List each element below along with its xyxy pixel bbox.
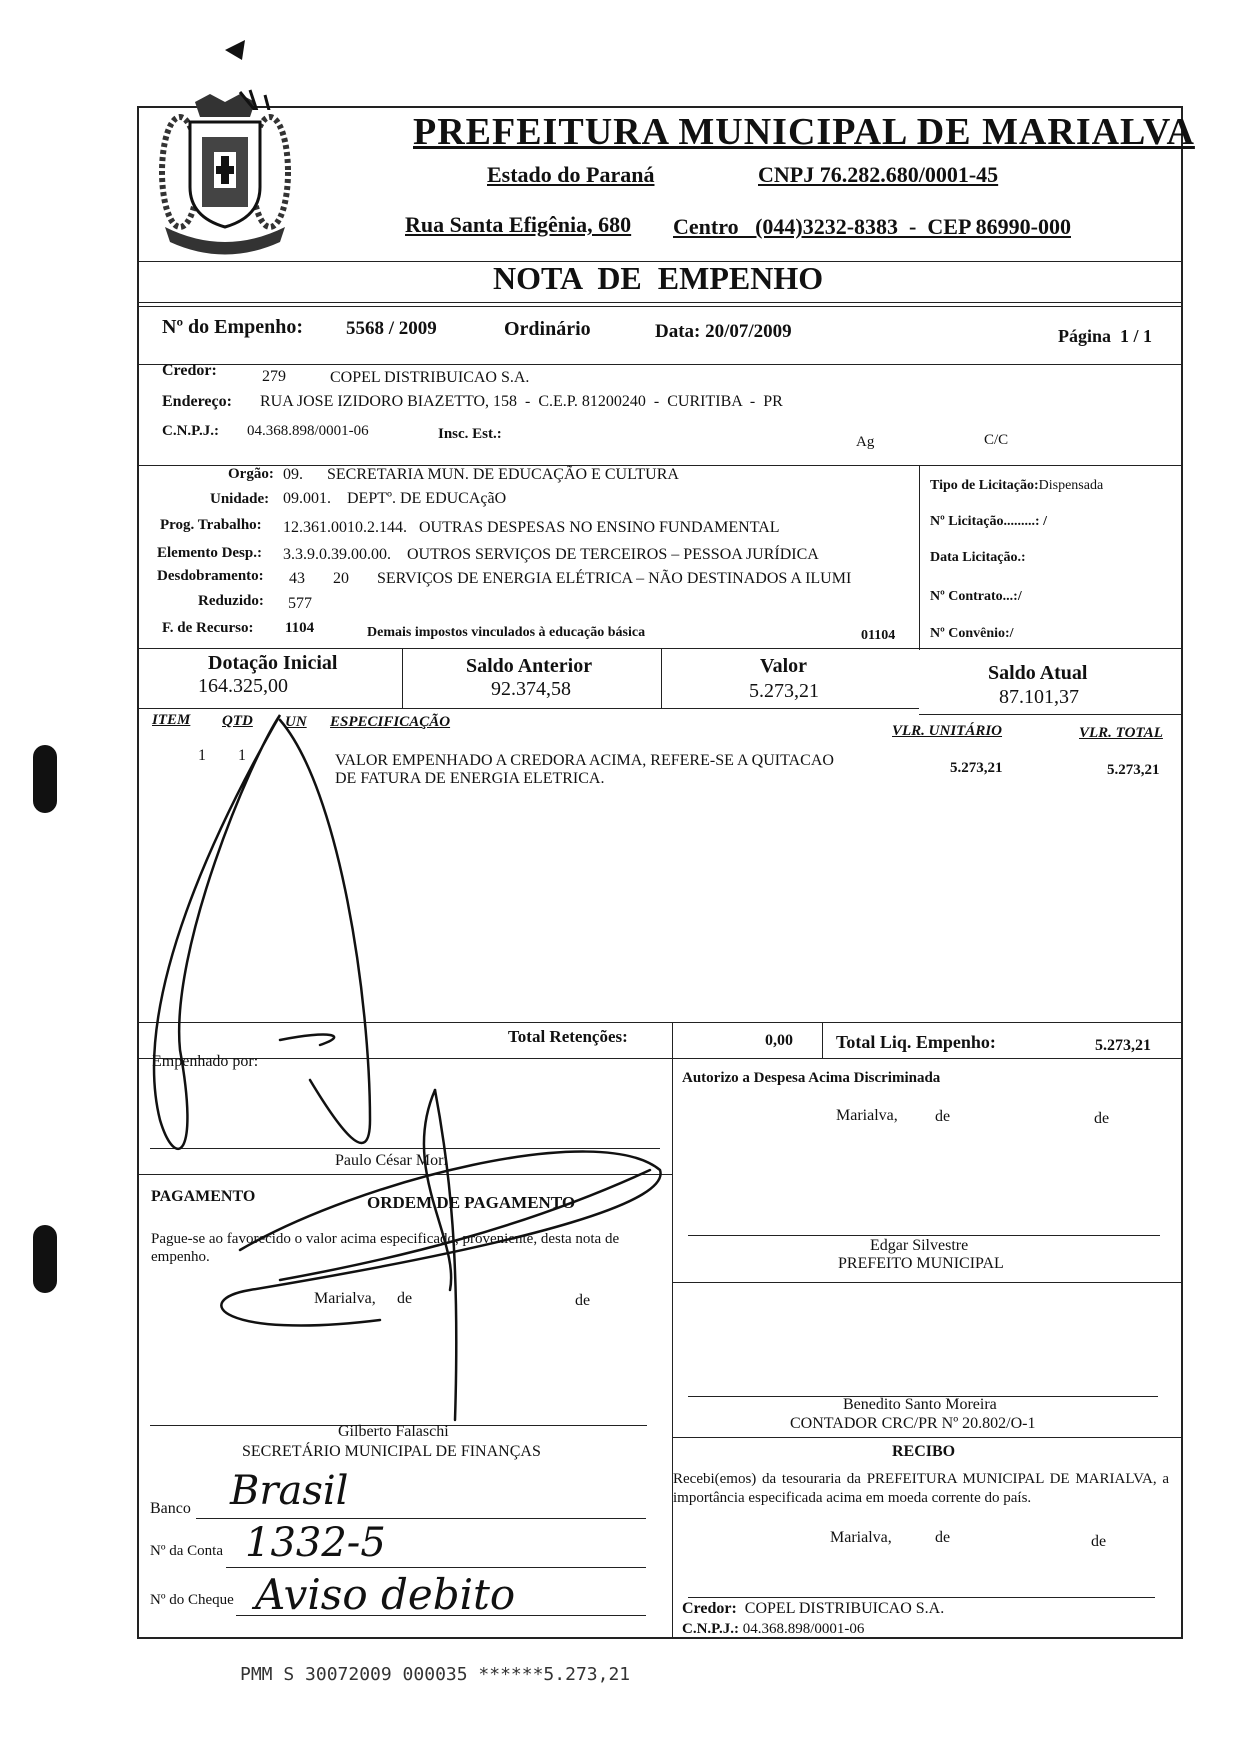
liq-empenho-value: 5.273,21 (1095, 1037, 1151, 1054)
punch-hole-bottom (33, 1225, 57, 1293)
saldo-atual-value: 87.101,37 (999, 686, 1079, 708)
ag-label: Ag (856, 434, 875, 450)
cheque-label: Nº do Cheque (150, 1592, 234, 1608)
num-licitacao: Nº Licitação.........: / (930, 514, 1047, 529)
orgao-label: Orgão: (228, 466, 274, 482)
retencoes-label: Total Retenções: (508, 1027, 628, 1046)
contador-title: CONTADOR CRC/PR Nº 20.802/O-1 (790, 1415, 1036, 1432)
num-contrato: Nº Contrato...:/ (930, 589, 1022, 604)
empenhado-label: Empenhado por: (152, 1053, 259, 1070)
page-title: PREFEITURA MUNICIPAL DE MARIALVA (413, 111, 1195, 153)
signature-scribble (130, 700, 690, 1480)
state-label: Estado do Paraná (487, 162, 655, 187)
cnpj-header: CNPJ 76.282.680/0001-45 (758, 162, 999, 187)
recibo-de-2: de (1091, 1533, 1107, 1550)
address-street: Rua Santa Efigênia, 680 (405, 212, 632, 237)
scan-mark (160, 30, 360, 110)
pagamento-de-2: de (575, 1292, 591, 1309)
recibo-text: Recebi(emos) da tesouraria da PREFEITURA MUNICIPAL DE MARIALVA, a importância especificada acima em moeda corrente do país. (673, 1471, 1169, 1506)
col-qtd: QTD (222, 713, 253, 729)
prog-value: 12.361.0010.2.144. OUTRAS DESPESAS NO ENSINO FUNDAMENTAL (283, 519, 780, 536)
banco-value: Brasil (230, 1468, 349, 1514)
col-un: UN (285, 714, 307, 730)
recurso-desc: Demais impostos vinculados à educação básica (367, 625, 646, 640)
item-number: 1 (198, 747, 206, 764)
reduzido-value: 577 (288, 595, 312, 612)
elemento-value: 3.3.9.0.39.00.00. OUTROS SERVIÇOS DE TERCEIROS – PESSOA JURÍDICA (283, 546, 819, 563)
unidade-label: Unidade: (210, 491, 270, 507)
valor-label: Valor (760, 655, 808, 677)
prefeito-name: Edgar Silvestre (870, 1237, 969, 1254)
insc-est-label: Insc. Est.: (438, 426, 502, 442)
empenho-number: 5568 / 2009 (346, 318, 437, 339)
ordem-pagamento-label: ORDEM DE PAGAMENTO (367, 1193, 576, 1212)
item-total-value: 5.273,21 (1107, 762, 1160, 778)
secretario-title: SECRETÁRIO MUNICIPAL DE FINANÇAS (242, 1443, 541, 1460)
prog-label: Prog. Trabalho: (160, 517, 262, 533)
recurso-code: 1104 (285, 620, 315, 636)
pagamento-de-1: de (397, 1290, 413, 1307)
tipo-licitacao-value: Dispensada (1038, 478, 1104, 493)
empenho-type: Ordinário (504, 318, 591, 340)
credor-code: 279 (262, 368, 286, 385)
elemento-label: Elemento Desp.: (157, 545, 262, 561)
desdob-value: 43 20 SERVIÇOS DE ENERGIA ELÉTRICA – NÃO DESTINADOS A ILUMI (289, 570, 852, 587)
tipo-licitacao-label: Tipo de Licitação:Dispensada (930, 478, 1104, 493)
num-convenio: Nº Convênio:/ (930, 626, 1014, 641)
empenho-number-label: Nº do Empenho: (162, 316, 304, 338)
item-unit-value: 5.273,21 (950, 760, 1003, 776)
recurso-code-2: 01104 (861, 628, 896, 643)
item-desc-line2: DE FATURA DE ENERGIA ELETRICA. (335, 770, 605, 787)
reduzido-label: Reduzido: (198, 593, 264, 609)
credor-label: Credor: (162, 362, 217, 379)
recibo-cnpj: C.N.P.J.: 04.368.898/0001-06 (682, 1621, 865, 1637)
saldo-anterior-label: Saldo Anterior (466, 655, 593, 677)
col-item: ITEM (152, 712, 191, 728)
coat-of-arms-icon (150, 92, 300, 262)
credor-address: RUA JOSE IZIDORO BIAZETTO, 158 - C.E.P. 81200240 - CURITIBA - PR (260, 393, 783, 410)
recibo-credor-name: COPEL DISTRIBUICAO S.A. (744, 1600, 945, 1617)
unidade-value: 09.001. DEPTº. DE EDUCAçãO (283, 490, 507, 507)
recurso-label: F. de Recurso: (162, 620, 254, 636)
empenho-date: Data: 20/07/2009 (655, 321, 792, 342)
cc-label: C/C (984, 432, 1009, 448)
saldo-anterior-value: 92.374,58 (491, 678, 571, 700)
conta-value: 1332-5 (245, 1520, 386, 1566)
desdob-label: Desdobramento: (157, 568, 264, 584)
pagamento-place: Marialva, (314, 1290, 376, 1307)
empenhado-name: Paulo César Mori (335, 1152, 448, 1169)
prefeito-title: PREFEITO MUNICIPAL (838, 1255, 1004, 1272)
col-especificacao: ESPECIFICAÇÃO (330, 714, 451, 730)
recibo-credor: Credor: COPEL DISTRIBUICAO S.A. (682, 1600, 945, 1617)
conta-label: Nº da Conta (150, 1543, 223, 1559)
data-licitacao: Data Licitação.: (930, 550, 1026, 565)
recibo-cnpj-value: 04.368.898/0001-06 (742, 1621, 865, 1637)
autorizo-place: Marialva, (836, 1107, 898, 1124)
pagamento-text: Pague-se ao favorecido o valor acima especificado, proveniente, desta nota de empenho. (151, 1231, 620, 1265)
contador-name: Benedito Santo Moreira (843, 1396, 997, 1413)
address-contact: Centro (044)3232-8383 - CEP 86990-000 (673, 214, 1071, 239)
autorizo-de-2: de (1094, 1110, 1110, 1127)
orgao-value: 09. SECRETARIA MUN. DE EDUCAÇÃO E CULTURA (283, 466, 679, 483)
footer-stamp: PMM S 30072009 000035 ******5.273,21 (240, 1664, 631, 1685)
banco-label: Banco (150, 1500, 191, 1517)
cheque-value: Aviso debito (255, 1570, 516, 1619)
credor-cnpj: 04.368.898/0001-06 (247, 423, 369, 439)
dotacao-label: Dotação Inicial (208, 652, 338, 674)
retencoes-value: 0,00 (765, 1032, 793, 1049)
credor-name: COPEL DISTRIBUICAO S.A. (330, 369, 530, 386)
col-vlr-unitario: VLR. UNITÁRIO (892, 723, 1003, 739)
secretario-name: Gilberto Falaschi (338, 1423, 449, 1440)
saldo-atual-label: Saldo Atual (988, 662, 1088, 684)
item-qtd: 1 (238, 747, 246, 764)
page-number: Página 1 / 1 (1058, 326, 1153, 346)
document-title: NOTA DE EMPENHO (493, 260, 824, 296)
recibo-de-1: de (935, 1529, 951, 1546)
autorizo-text: Autorizo a Despesa Acima Discriminada (682, 1070, 941, 1086)
pagamento-label: PAGAMENTO (151, 1188, 256, 1205)
punch-hole-top (33, 745, 57, 813)
recibo-title: RECIBO (892, 1443, 956, 1460)
autorizo-de-1: de (935, 1108, 951, 1125)
col-vlr-total: VLR. TOTAL (1079, 725, 1163, 741)
valor-value: 5.273,21 (749, 680, 819, 702)
item-desc-line1: VALOR EMPENHADO A CREDORA ACIMA, REFERE-SE A QUITACAO (335, 752, 834, 769)
endereco-label: Endereço: (162, 393, 232, 410)
dotacao-value: 164.325,00 (198, 675, 288, 697)
cnpj-label: C.N.P.J.: (162, 423, 219, 439)
recibo-place: Marialva, (830, 1529, 892, 1546)
liq-empenho-label: Total Liq. Empenho: (836, 1032, 996, 1052)
